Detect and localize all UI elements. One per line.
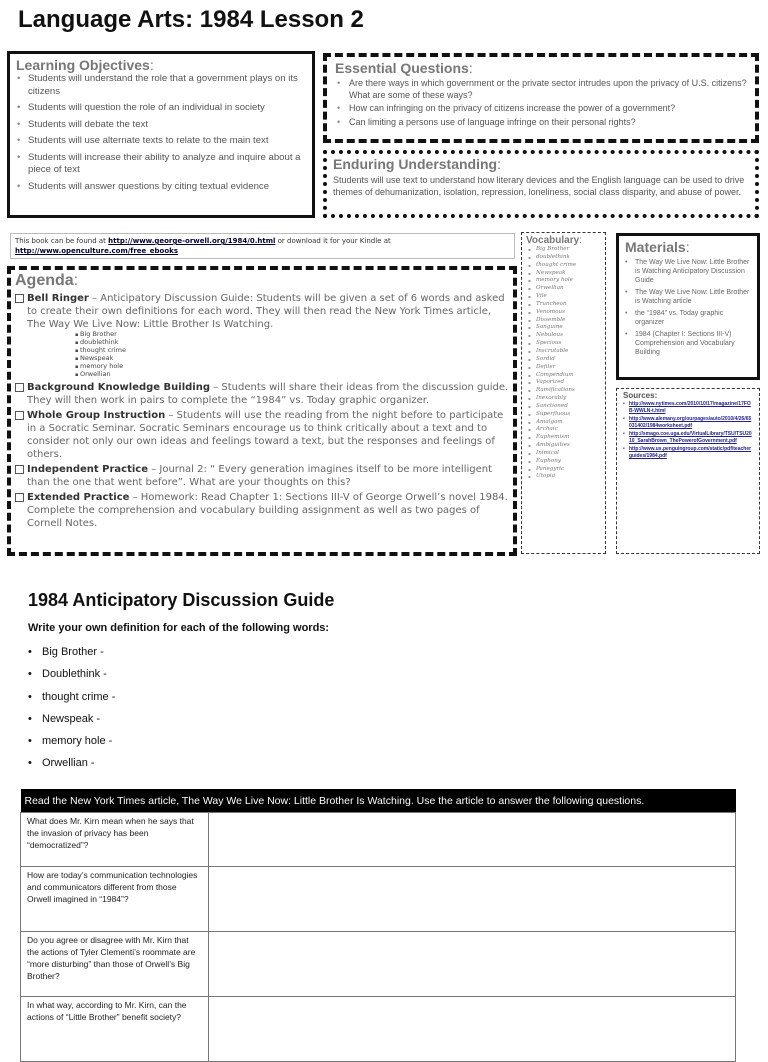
list-item: • Big Brother - <box>28 641 115 663</box>
list-item: • Students will use alternate texts to relate to the main text <box>16 135 306 148</box>
source-link[interactable]: • http://smago.coe.uga.edu/VirtualLibrary/TSU/TSU2010_SarahBrown_ThePowerofGovernment.pdf <box>623 431 753 445</box>
discussion-guide-instruction: Write your own definition for each of the following words: <box>28 622 330 634</box>
list-item: ▪ Orwellian <box>75 371 509 379</box>
essential-questions-list <box>335 78 747 128</box>
vocabulary-word: ▪ Orwellian <box>526 285 601 293</box>
table-row <box>21 813 736 867</box>
list-item: • Can limiting a persons use of language infringe on their personal rights? <box>335 117 747 129</box>
essential-questions-heading: Essential Questions: <box>335 60 473 76</box>
vocabulary-word: ▪ Euphony <box>526 458 601 466</box>
list-item: • Students will increase their ability to analyze and inquire about a piece of text <box>16 152 306 177</box>
vocabulary-word: ▪ Defiler <box>526 364 601 372</box>
table-row <box>21 932 736 997</box>
bell-ringer-word-list <box>75 331 509 379</box>
table-row <box>21 997 736 1062</box>
vocabulary-heading: Vocabulary: <box>526 235 582 246</box>
question-cell: How are today’s communication technologies and communicators different from those Orwell imagined in “1984”? <box>21 867 209 932</box>
list-item: • Doublethink - <box>28 663 115 685</box>
list-item: • Students will question the role of an individual in society <box>16 102 306 115</box>
list-item: ▪ thought crime <box>75 347 509 355</box>
source-link[interactable]: • http://www.us.penguingroup.com/static/pdf/teacherguides/1984.pdf <box>623 446 753 460</box>
list-item: • Students will debate the text <box>16 119 306 132</box>
learning-objectives-heading: Learning Objectives: <box>16 57 154 73</box>
vocabulary-word: ▪ Vile <box>526 293 601 301</box>
vocabulary-word: ▪ Inscrutable <box>526 348 601 356</box>
list-item: • The Way We Live Now: Little Brother is Watching article <box>625 288 751 306</box>
vocabulary-word: ▪ Inexorably <box>526 395 601 403</box>
vocabulary-word: ▪ doublethink <box>526 254 601 262</box>
list-item: • 1984 (Chapter I: Sections III-V) Comprehension and Vocabulary Building <box>625 330 751 357</box>
vocabulary-word: ▪ Amalgam <box>526 419 601 427</box>
list-item: • thought crime - <box>28 686 115 708</box>
vocabulary-word: ▪ Sanguine <box>526 324 601 332</box>
page-title: Language Arts: 1984 Lesson 2 <box>18 6 364 33</box>
learning-objectives-box <box>7 51 315 218</box>
vocabulary-word: ▪ Inimical <box>526 450 601 458</box>
checkbox-icon <box>15 294 24 303</box>
list-item: • Newspeak - <box>28 708 115 730</box>
vocabulary-word: ▪ Newspeak <box>526 270 601 278</box>
book-source-note <box>10 233 515 259</box>
vocabulary-word: ▪ Nebulous <box>526 332 601 340</box>
book-note-prefix: This book can be found at <box>15 237 109 245</box>
vocabulary-word: ▪ Sordid <box>526 356 601 364</box>
vocabulary-word: ▪ Superfluous <box>526 411 601 419</box>
materials-box <box>616 233 760 380</box>
vocabulary-list <box>526 246 601 481</box>
essential-questions-box <box>323 53 759 143</box>
list-item: ▪ memory hole <box>75 363 509 371</box>
list-item: ▪ Big Brother <box>75 331 509 339</box>
vocabulary-word: ▪ Ramifications <box>526 387 601 395</box>
agenda-item-extended-practice: Extended Practice – Homework: Read Chapter 1: Sections III-V of George Orwell’s novel 1984. Complete the comprehension and vocabulary building assignment as well as two pages of Cornell Notes. <box>15 491 509 530</box>
checkbox-icon <box>15 383 24 392</box>
list-item: • memory hole - <box>28 730 115 752</box>
vocabulary-word: ▪ Vaporized <box>526 379 601 387</box>
list-item: • The Way We Live Now: Little Brother is Watching Anticipatory Discussion Guide <box>625 258 751 285</box>
vocabulary-word: ▪ Specious <box>526 340 601 348</box>
vocabulary-word: ▪ Ambiguities <box>526 442 601 450</box>
vocabulary-word: ▪ Dissemble <box>526 317 601 325</box>
checkbox-icon <box>15 493 24 502</box>
source-link[interactable]: • http://www.alemany.org/ourpages/auto/2010/4/26/65031402/1984worksheet.pdf <box>623 416 753 430</box>
question-cell: Do you agree or disagree with Mr. Kirn that the actions of Tyler Clementi’s roommate are “more disturbing” than those of Orwell’s Big Brother? <box>21 932 209 997</box>
agenda-item-independent-practice: Independent Practice – Journal 2: “ Every generation imagines itself to be more intelligent than the one that went before”. What are your thoughts on this? <box>15 463 509 489</box>
agenda-item-bell-ringer: Bell Ringer – Anticipatory Discussion Guide: Students will be given a set of 6 words and asked to create their own definitions for each word. They will then read the New York Times article, The Way We Live Now: Little Brother Is Watching. <box>15 292 509 331</box>
answer-cell[interactable] <box>209 997 736 1062</box>
source-link[interactable]: • http://www.nytimes.com/2010/10/17/magazine/17FOB-WWLN-t.html <box>623 401 753 415</box>
article-questions-table <box>20 789 736 1062</box>
vocabulary-word: ▪ Utopia <box>526 473 601 481</box>
discussion-guide-title: 1984 Anticipatory Discussion Guide <box>28 590 335 610</box>
materials-heading: Materials: <box>625 239 690 255</box>
vocabulary-word: ▪ Big Brother <box>526 246 601 254</box>
vocabulary-word: ▪ Sanctioned <box>526 403 601 411</box>
enduring-understanding-box <box>323 150 759 218</box>
enduring-understanding-heading: Enduring Understanding: <box>333 156 501 172</box>
vocabulary-box <box>521 232 606 554</box>
answer-cell[interactable] <box>209 932 736 997</box>
agenda-heading: Agenda: <box>15 272 79 289</box>
vocabulary-word: ▪ thought crime <box>526 262 601 270</box>
list-item: • Orwellian - <box>28 752 115 774</box>
question-cell: What does Mr. Kirn mean when he says that the invasion of privacy has been “democratized”? <box>21 813 209 867</box>
vocabulary-word: ▪ Euphemism <box>526 434 601 442</box>
checkbox-icon <box>15 465 24 474</box>
list-item: • Students will understand the role that a government plays on its citizens <box>16 73 306 98</box>
list-item: • Students will answer questions by citing textual evidence <box>16 181 306 194</box>
sources-heading: Sources: <box>623 391 658 400</box>
agenda-item-background-knowledge: Background Knowledge Building – Students will share their ideas from the discussion guide. They will then work in pairs to complete the “1984” vs. Today graphic organizer. <box>15 381 509 407</box>
list-item: • How can infringing on the privacy of citizens increase the power of a government? <box>335 103 747 115</box>
list-item: ▪ Newspeak <box>75 355 509 363</box>
vocabulary-word: ▪ Panegyric <box>526 466 601 474</box>
question-cell: In what way, according to Mr. Kirn, can the actions of “Little Brother” benefit society? <box>21 997 209 1062</box>
learning-objectives-list <box>16 73 306 193</box>
definition-word-list <box>28 641 115 775</box>
answer-cell[interactable] <box>209 813 736 867</box>
agenda-item-whole-group: Whole Group Instruction – Students will use the reading from the night before to participate in a Socratic Seminar. Socratic Seminars encourage us to think critically about a text and to consider not only our own ideas and feelings toward a text, but the responses and feelings of others. <box>15 409 509 461</box>
orwell-book-link[interactable]: http://www.george-orwell.org/1984/0.html <box>108 237 276 245</box>
openculture-link[interactable]: http://www.openculture.com/free_ebooks <box>15 247 178 255</box>
table-row <box>21 867 736 932</box>
list-item: • Are there ways in which government or the private sector intrudes upon the privacy of U.S. citizens? What are some of these ways? <box>335 78 747 101</box>
sources-box <box>616 388 760 554</box>
vocabulary-word: ▪ memory hole <box>526 277 601 285</box>
agenda-box <box>7 266 517 556</box>
book-note-middle: or download it for your Kindle at <box>275 237 391 245</box>
answer-cell[interactable] <box>209 867 736 932</box>
checkbox-icon <box>15 411 24 420</box>
vocabulary-word: ▪ Compendium <box>526 372 601 380</box>
table-header: Read the New York Times article, The Way We Live Now: Little Brother Is Watching. Use the article to answer the following questions. <box>21 789 736 813</box>
vocabulary-word: ▪ Archaic <box>526 426 601 434</box>
list-item: • the “1984” vs. Today graphic organizer <box>625 309 751 327</box>
enduring-understanding-text: Students will use text to understand how literary devices and the English language can be used to drive themes of dehumanization, isolation, repression, loneliness, social class disparity, and abuse of power. <box>333 175 745 197</box>
vocabulary-word: ▪ Venomous <box>526 309 601 317</box>
list-item: ▪ doublethink <box>75 339 509 347</box>
vocabulary-word: ▪ Truncheon <box>526 301 601 309</box>
materials-list <box>625 258 751 357</box>
sources-list <box>623 401 753 460</box>
